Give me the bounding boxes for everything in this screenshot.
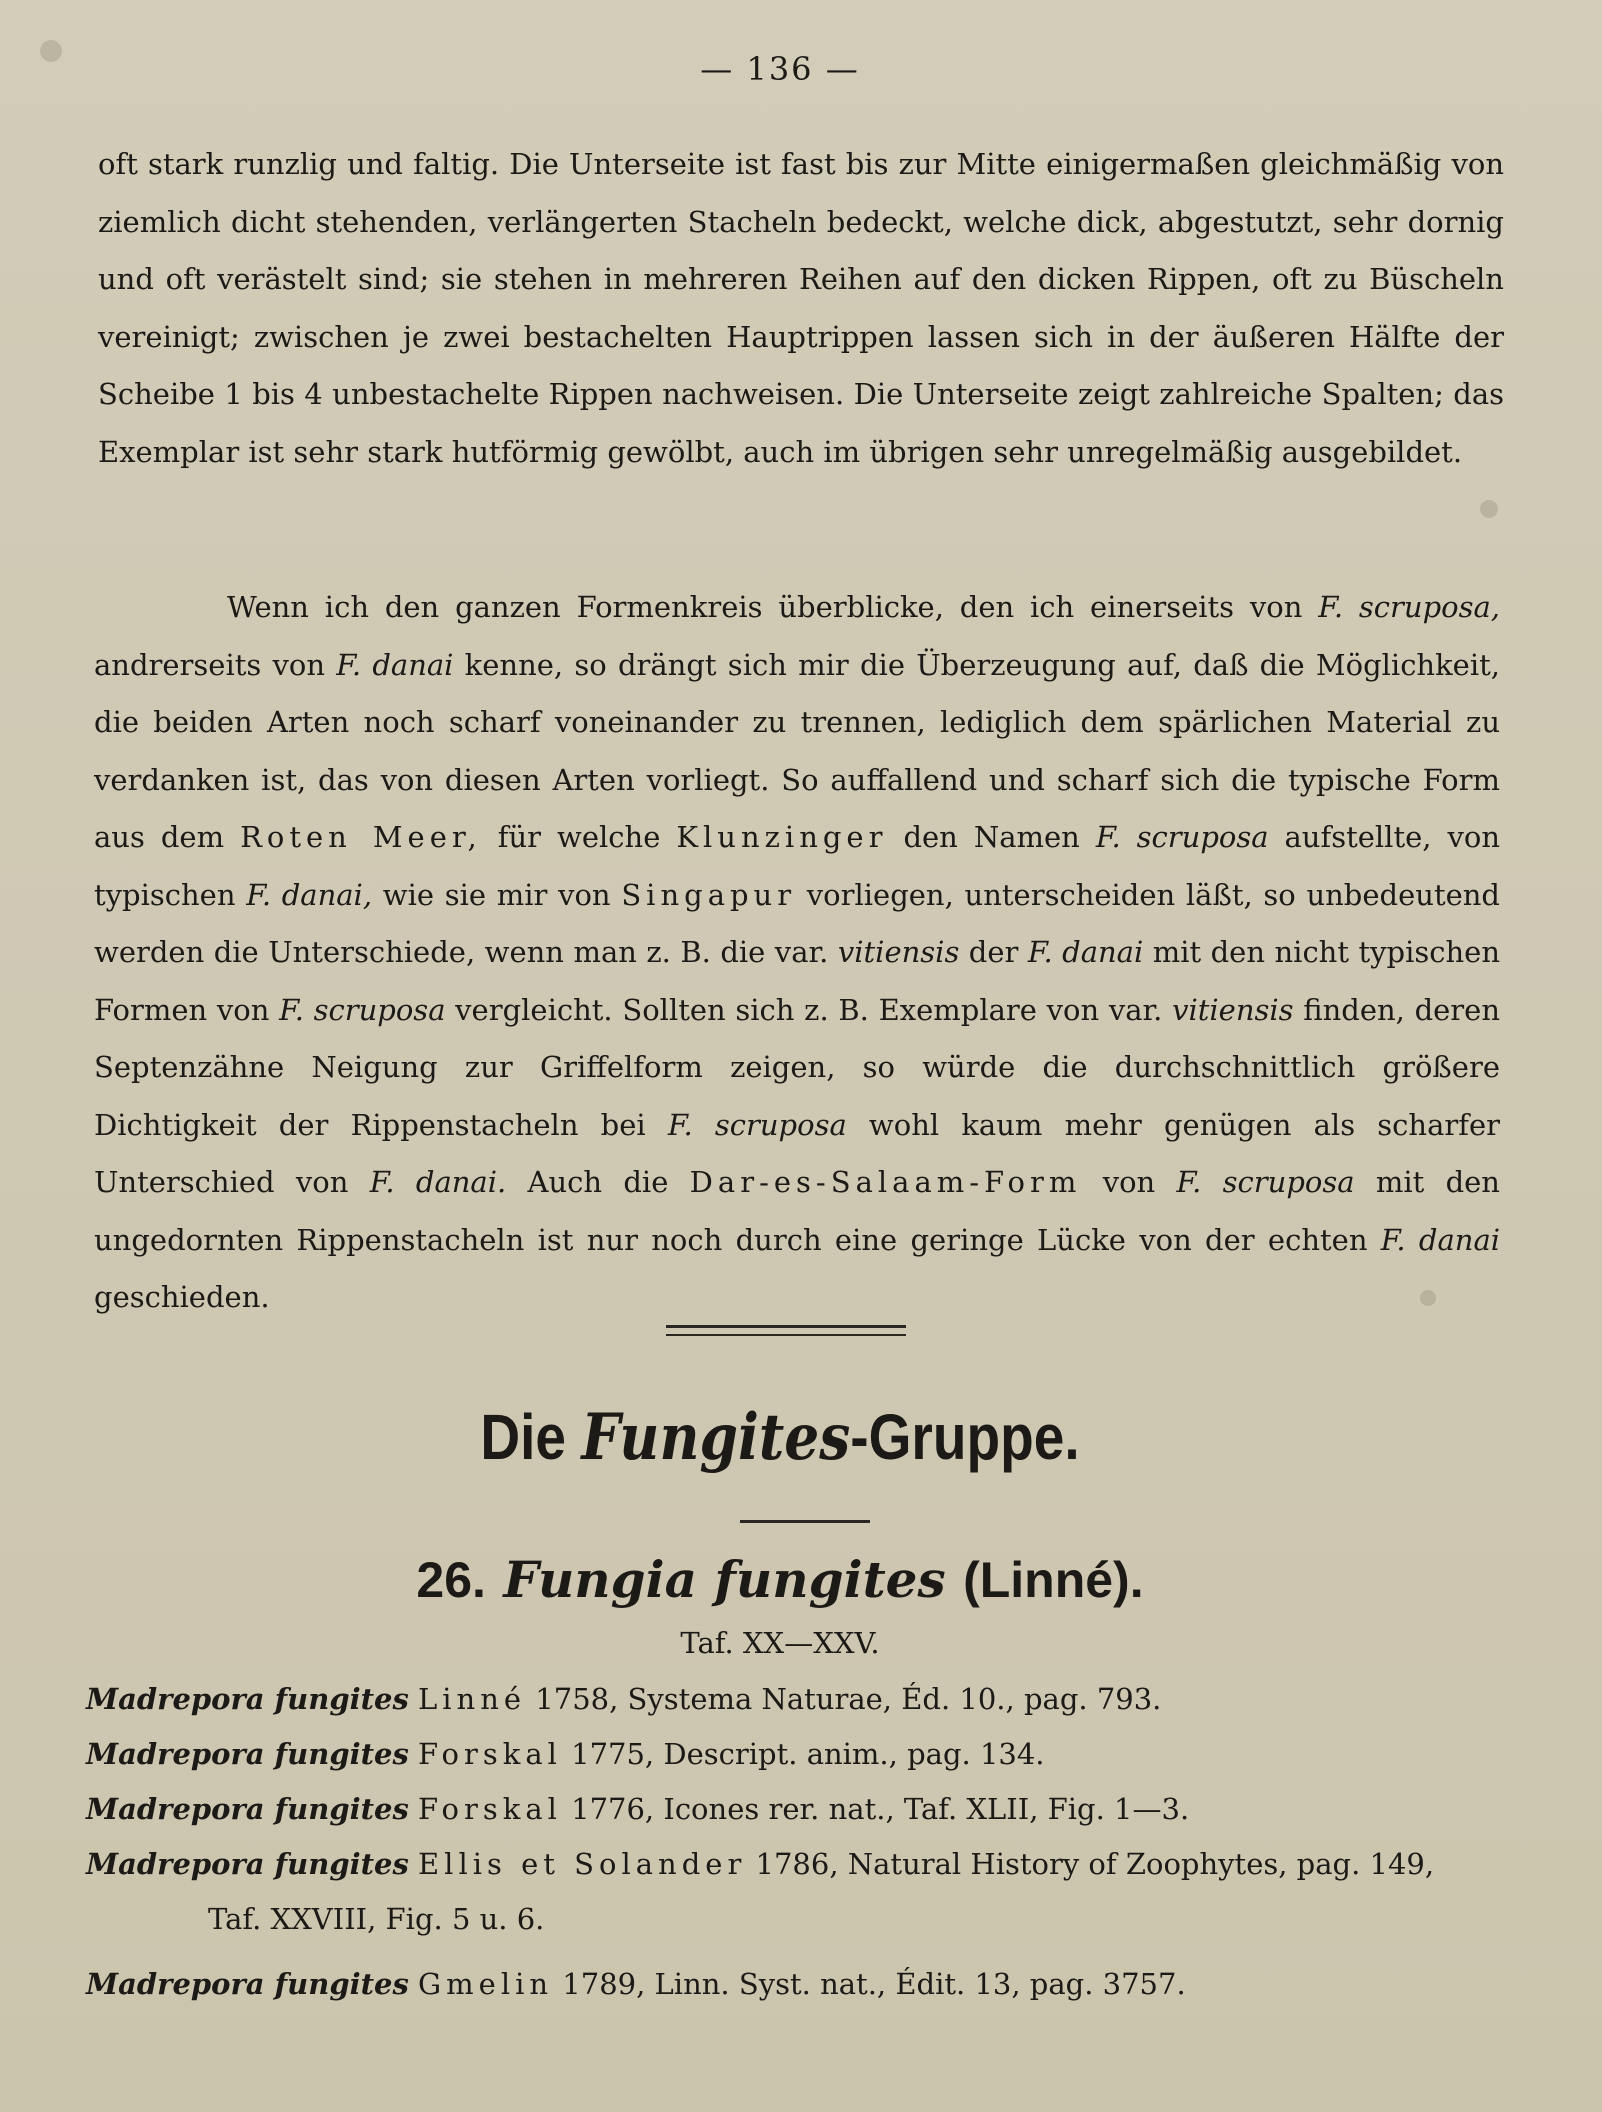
species-number: 26. bbox=[416, 1552, 486, 1608]
section-title: Die Fungites-Gruppe. bbox=[480, 1400, 1080, 1475]
short-rule-divider bbox=[740, 1520, 870, 1523]
species-author: (Linné). bbox=[963, 1552, 1144, 1608]
paragraph-2: Wenn ich den ganzen Formenkreis überblicke, den ich einerseits von F. scruposa, andrerseits von F. danai kenne, so drängt sich mir die Überzeugung auf, daß die Möglichkeit, die beiden Arten noch scharf voneinander zu trennen, lediglich dem spärlichen Material zu verdanken ist, das von diesen Arten vorliegt. So auffallend und scharf sich die typische Form aus dem Roten Meer, für welche Klunzinger den Namen F. scruposa aufstellte, von typischen F. danai, wie sie mir von Singapur vorliegen, unterscheiden läßt, so unbedeutend werden die Unterschiede, wenn man z. B. die var. vitiensis der F. danai mit den nicht typischen Formen von F. scruposa vergleicht. Sollten sich z. B. Exemplare von var. vitiensis finden, deren Septenzähne Neigung zur Griffelform zeigen, so würde die durchschnittlich größere Dichtigkeit der Rippenstacheln bei F. scruposa wohl kaum mehr genügen als scharfer Unterschied von F. danai. Auch die Dar-es-Salaam-Form von F. scruposa mit den ungedornten Rippenstacheln ist nur noch durch eine geringe Lücke von der echten F. danai geschieden. bbox=[94, 590, 1501, 1314]
page-number: — 136 — bbox=[700, 50, 860, 88]
species-name: Fungia fungites bbox=[503, 1550, 946, 1609]
species-heading bbox=[0, 1550, 1560, 1609]
paper-stain bbox=[1480, 500, 1498, 518]
synonym-entry: Madrepora fungites Forskal 1775, Descript. anim., pag. 134. bbox=[86, 1737, 1045, 1771]
synonym-entry: Madrepora fungites Ellis et Solander 1786, Natural History of Zoophytes, pag. 149, bbox=[86, 1847, 1435, 1881]
synonym-entry: Madrepora fungites Forskal 1776, Icones rer. nat., Taf. XLII, Fig. 1—3. bbox=[86, 1792, 1190, 1826]
double-rule-divider bbox=[666, 1325, 906, 1336]
plates-reference: Taf. XX—XXV. bbox=[680, 1626, 880, 1660]
synonym-entry: Madrepora fungites Linné 1758, Systema Naturae, Éd. 10., pag. 793. bbox=[86, 1682, 1162, 1716]
paragraph-1: oft stark runzlig und faltig. Die Unterseite ist fast bis zur Mitte einigermaßen gleichmäßig von ziemlich dicht stehenden, verlängerten Stacheln bedeckt, welche dick, abgestutzt, sehr dornig und oft verästelt sind; sie stehen in mehreren Reihen auf den dicken Rippen, oft zu Büscheln vereinigt; zwischen je zwei bestachelten Hauptrippen lassen sich in der äußeren Hälfte der Scheibe 1 bis 4 unbestachelte Rippen nachweisen. Die Unterseite zeigt zahlreiche Spalten; das Exemplar ist sehr stark hutförmig gewölbt, auch im übrigen sehr unregelmäßig ausgebildet. bbox=[98, 147, 1504, 469]
synonym-entry: Madrepora fungites Gmelin 1789, Linn. Syst. nat., Édit. 13, pag. 3757. bbox=[86, 1967, 1186, 2001]
synonym-continuation: Taf. XXVIII, Fig. 5 u. 6. bbox=[208, 1902, 545, 1936]
